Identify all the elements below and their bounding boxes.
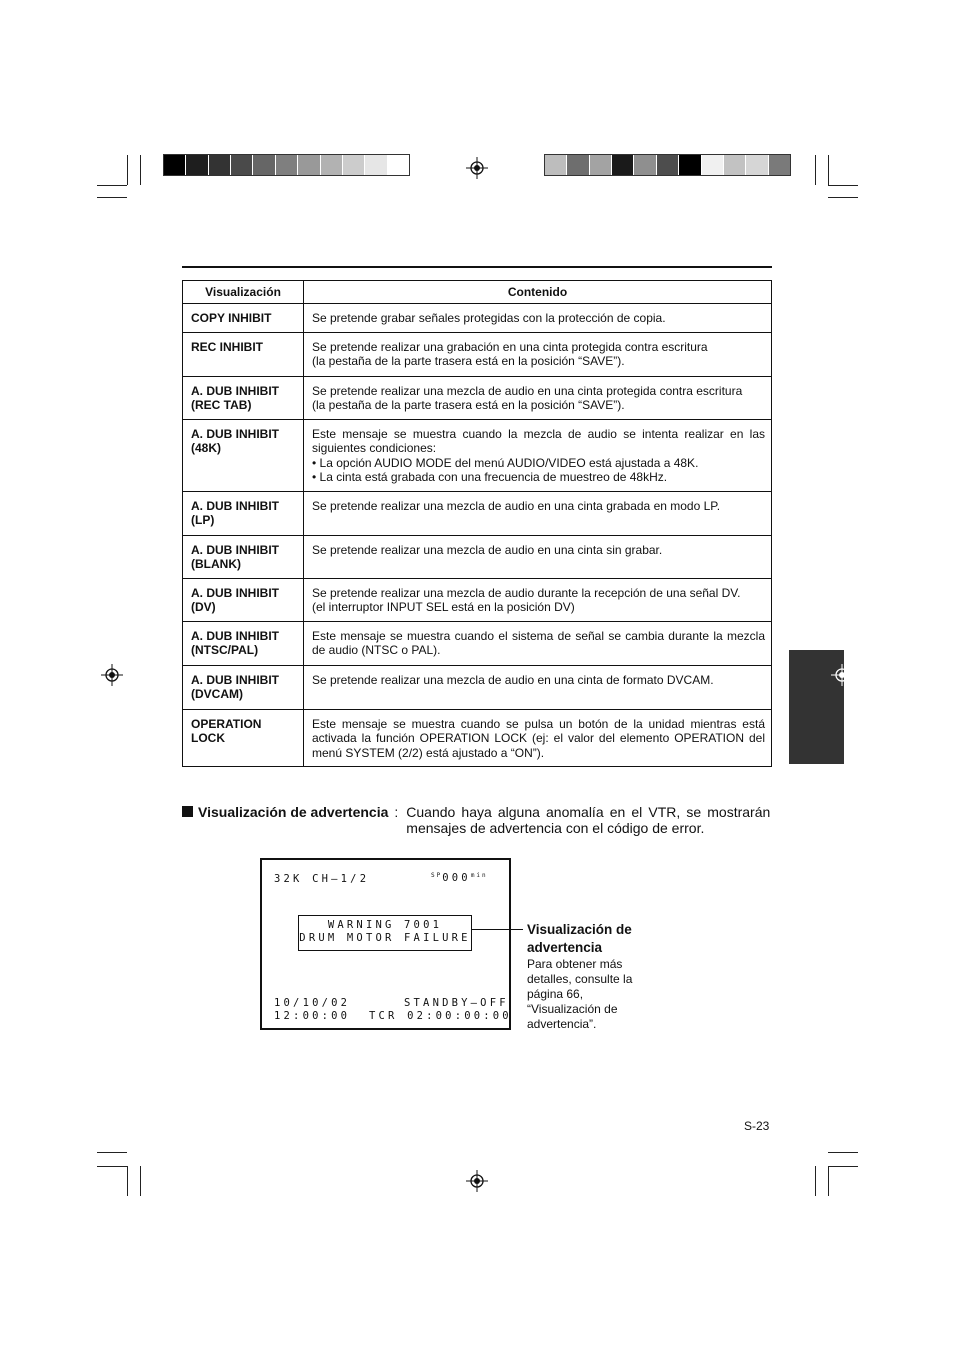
message-content-cell (304, 535, 772, 578)
screen-time: 12:00:00 (274, 1010, 351, 1022)
table-row (183, 491, 772, 535)
warning-section-title: Visualización de advertencia (198, 804, 389, 820)
table-row (183, 621, 772, 665)
message-name: LOCK (191, 731, 225, 745)
color-swatch (365, 155, 387, 175)
color-swatch (590, 155, 612, 175)
registration-mark-icon (466, 157, 488, 179)
screen-standby: STANDBY–OFF (404, 997, 509, 1009)
column-header-content: Contenido (304, 281, 772, 304)
message-name-cell (183, 621, 304, 665)
table-header-row (183, 281, 772, 304)
message-content: Se pretende realizar una mezcla de audio en una cinta de formato DVCAM. (312, 672, 714, 687)
color-swatch (634, 155, 656, 175)
bullet-item (312, 470, 765, 485)
crop-mark (140, 155, 141, 185)
message-name: A. DUB INHIBIT (191, 542, 279, 557)
vtr-screen-illustration (260, 858, 511, 1030)
page-number: S-23 (744, 1119, 770, 1133)
message-name: (DVCAM) (191, 687, 243, 701)
crop-mark (97, 197, 127, 198)
table-row (183, 665, 772, 709)
column-header-display: Visualización (183, 281, 304, 304)
screen-tape-unit: min (470, 872, 488, 879)
message-name: A. DUB INHIBIT (191, 585, 279, 600)
screen-tape-speed: SP (431, 872, 443, 879)
screen-date: 10/10/02 (274, 997, 351, 1009)
message-name: (DV) (191, 600, 216, 614)
message-content: Se pretende realizar una mezcla de audio durante la recepción de una señal DV. (312, 585, 741, 600)
color-swatch (388, 155, 409, 175)
message-content-cell (304, 491, 772, 535)
color-swatch (298, 155, 320, 175)
color-swatch (276, 155, 298, 175)
message-name: (REC TAB) (191, 398, 252, 412)
callout-title: Visualización de advertencia (527, 922, 632, 955)
color-swatch (186, 155, 208, 175)
screen-warning-code: WARNING 7001 (327, 919, 443, 931)
message-content: Se pretende realizar una mezcla de audio en una cinta sin grabar. (312, 542, 663, 557)
message-content: Este mensaje se muestra cuando se pulsa un botón de la unidad mientras está activada la función OPERATION LOCK (ej: el valor del elemento OPERATION del menú SYSTEM (2/2) está ajustado a “ON”). (312, 716, 765, 760)
message-name: REC INHIBIT (191, 339, 263, 354)
message-name: OPERATION (191, 716, 262, 731)
color-swatch (657, 155, 679, 175)
message-name-cell (183, 709, 304, 767)
message-name: COPY INHIBIT (191, 311, 272, 325)
message-content: Se pretende realizar una mezcla de audio en una cinta grabada en modo LP. (312, 498, 721, 513)
crop-mark (828, 197, 858, 198)
bullet-icon: • (312, 470, 320, 484)
table-row (183, 709, 772, 767)
screen-audio-info: 32K CH–1/2 (274, 873, 370, 885)
registration-mark-icon (831, 664, 853, 686)
message-name: (BLANK) (191, 557, 241, 571)
screen-tape-remaining (431, 872, 488, 884)
message-content: (el interruptor INPUT SEL está en la posición DV) (312, 600, 575, 614)
color-swatch (209, 155, 231, 175)
crop-mark (97, 185, 127, 186)
callout-leader-line (471, 929, 523, 930)
crop-mark (127, 155, 128, 185)
message-name-cell (183, 578, 304, 621)
message-content: Se pretende realizar una grabación en una cinta protegida contra escritura (312, 339, 708, 354)
message-table (182, 280, 772, 767)
message-content: Se pretende grabar señales protegidas con la protección de copia. (312, 311, 666, 325)
message-content: Este mensaje se muestra cuando la mezcla de audio se intenta realizar en las siguientes condiciones: (312, 426, 765, 455)
warning-section-colon: : (394, 804, 399, 820)
crop-mark (97, 1166, 127, 1167)
color-swatch (679, 155, 701, 175)
crop-mark (140, 1166, 141, 1196)
message-name-cell (183, 376, 304, 419)
color-swatch (769, 155, 790, 175)
message-name-cell (183, 535, 304, 578)
message-content-cell (304, 419, 772, 491)
square-bullet-icon (182, 806, 193, 817)
table-row (183, 304, 772, 333)
message-name: A. DUB INHIBIT (191, 383, 279, 398)
message-name: A. DUB INHIBIT (191, 498, 279, 513)
message-name: (48K) (191, 441, 222, 455)
callout-text: Para obtener más detalles, consulte la página 66, “Visualización de advertencia”. (527, 957, 633, 1031)
screen-timecode: TCR 02:00:00:00 (369, 1010, 512, 1022)
crop-mark (828, 1152, 858, 1153)
message-name-cell (183, 304, 304, 333)
color-swatch (612, 155, 634, 175)
table-row (183, 332, 772, 376)
warning-section-description: Cuando haya alguna anomalía en el VTR, se mostrarán mensajes de advertencia con el código de error. (406, 804, 771, 836)
crop-mark (127, 1166, 128, 1196)
color-swatch (567, 155, 589, 175)
message-name-cell (183, 332, 304, 376)
registration-mark-icon (466, 1170, 488, 1192)
crop-mark (815, 155, 816, 185)
color-swatch (702, 155, 724, 175)
color-swatch (253, 155, 275, 175)
crop-mark (828, 155, 829, 185)
message-content-cell (304, 621, 772, 665)
message-content-cell (304, 665, 772, 709)
message-name: A. DUB INHIBIT (191, 426, 279, 441)
bullet-text: La cinta está grabada con una frecuencia de muestreo de 48kHz. (319, 470, 668, 484)
bullet-item (312, 456, 765, 471)
warning-section-heading (182, 804, 770, 836)
bullet-icon: • (312, 455, 320, 470)
message-content-cell (304, 709, 772, 767)
message-name-cell (183, 419, 304, 491)
crop-mark (828, 1166, 858, 1167)
table-row (183, 578, 772, 621)
message-name: A. DUB INHIBIT (191, 672, 279, 687)
screen-warning-message: DRUM MOTOR FAILURE (299, 932, 471, 944)
message-content: (la pestaña de la parte trasera está en la posición “SAVE”). (312, 354, 625, 368)
screen-tape-value: 000 (442, 872, 471, 884)
registration-mark-icon (101, 664, 123, 686)
message-content-cell (304, 578, 772, 621)
table-row (183, 376, 772, 419)
crop-mark (828, 185, 858, 186)
message-name: (NTSC/PAL) (191, 643, 259, 657)
color-swatch (746, 155, 768, 175)
color-swatch (321, 155, 343, 175)
message-content-cell (304, 304, 772, 333)
message-content-cell (304, 376, 772, 419)
callout (527, 921, 657, 1032)
table-row (183, 535, 772, 578)
message-content: (la pestaña de la parte trasera está en la posición “SAVE”). (312, 398, 625, 412)
color-bar-left (163, 154, 410, 176)
color-swatch (343, 155, 365, 175)
table-row (183, 419, 772, 491)
message-content-cell (304, 332, 772, 376)
crop-mark (97, 1152, 127, 1153)
message-name-cell (183, 665, 304, 709)
color-swatch (231, 155, 253, 175)
color-swatch (724, 155, 746, 175)
top-rule (182, 266, 772, 268)
color-bar-right (544, 154, 791, 176)
message-name: (LP) (191, 513, 215, 527)
screen-warning-box (298, 915, 472, 951)
color-swatch (164, 155, 186, 175)
message-name: A. DUB INHIBIT (191, 628, 279, 643)
bullet-text: La opción AUDIO MODE del menú AUDIO/VIDEO está ajustada a 48K. (319, 455, 699, 470)
message-content: Este mensaje se muestra cuando el sistema de señal se cambia durante la mezcla de audio (NTSC o PAL). (312, 628, 765, 657)
crop-mark (828, 1166, 829, 1196)
color-swatch (545, 155, 567, 175)
message-content: Se pretende realizar una mezcla de audio en una cinta protegida contra escritura (312, 383, 743, 398)
message-name-cell (183, 491, 304, 535)
crop-mark (815, 1166, 816, 1196)
